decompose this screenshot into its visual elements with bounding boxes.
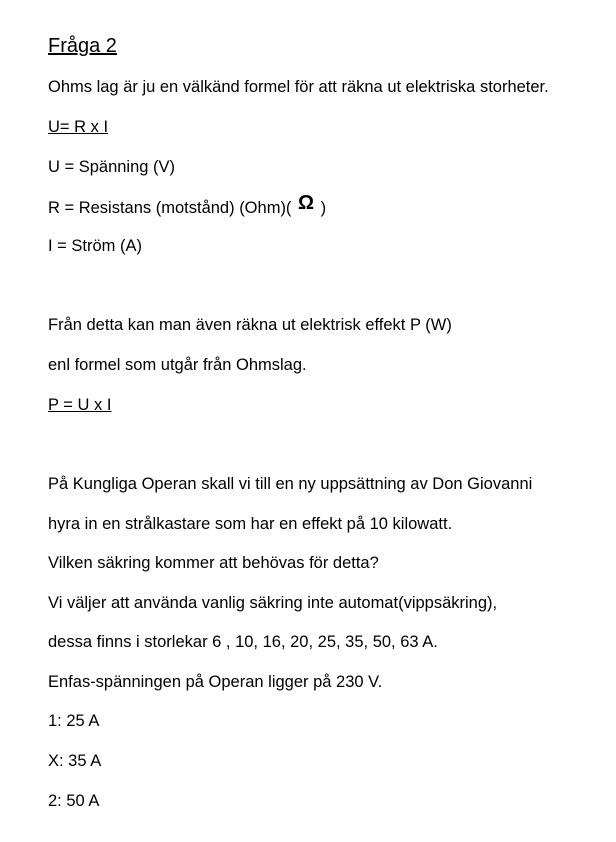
definition-resistance-close: )	[320, 199, 327, 217]
question-line3: Vilken säkring kommer att behövas för detta?	[48, 554, 379, 572]
answer-option-x: X: 35 A	[48, 752, 102, 770]
definition-voltage: U = Spänning (V)	[48, 158, 176, 176]
answer-option-2: 2: 50 A	[48, 792, 100, 810]
power-formula: P = U x I	[48, 396, 112, 414]
question-line4: Vi väljer att använda vanlig säkring inte automat(vippsäkring),	[48, 594, 498, 612]
ohms-law-formula: U= R x I	[48, 118, 109, 136]
power-text-line2: enl formel som utgår från Ohmslag.	[48, 356, 307, 374]
question-line5: dessa finns i storlekar 6 , 10, 16, 20, 25, 35, 50, 63 A.	[48, 633, 438, 651]
definition-current: I = Ström (A)	[48, 237, 142, 255]
answer-option-1: 1: 25 A	[48, 712, 100, 730]
question-line6: Enfas-spänningen på Operan ligger på 230 V.	[48, 673, 383, 691]
question-line2: hyra in en strålkastare som har en effekt på 10 kilowatt.	[48, 515, 453, 533]
definition-resistance-text: R = Resistans (motstånd) (Ohm)(	[48, 199, 292, 217]
intro-text: Ohms lag är ju en välkänd formel för att räkna ut elektriska storheter.	[48, 78, 549, 96]
question-line1: På Kungliga Operan skall vi till en ny uppsättning av Don Giovanni	[48, 475, 533, 493]
omega-symbol: Ω	[298, 192, 315, 214]
definition-resistance	[48, 192, 327, 218]
question-title: Fråga 2	[48, 35, 117, 57]
power-text-line1: Från detta kan man även räkna ut elektrisk effekt P (W)	[48, 316, 452, 334]
